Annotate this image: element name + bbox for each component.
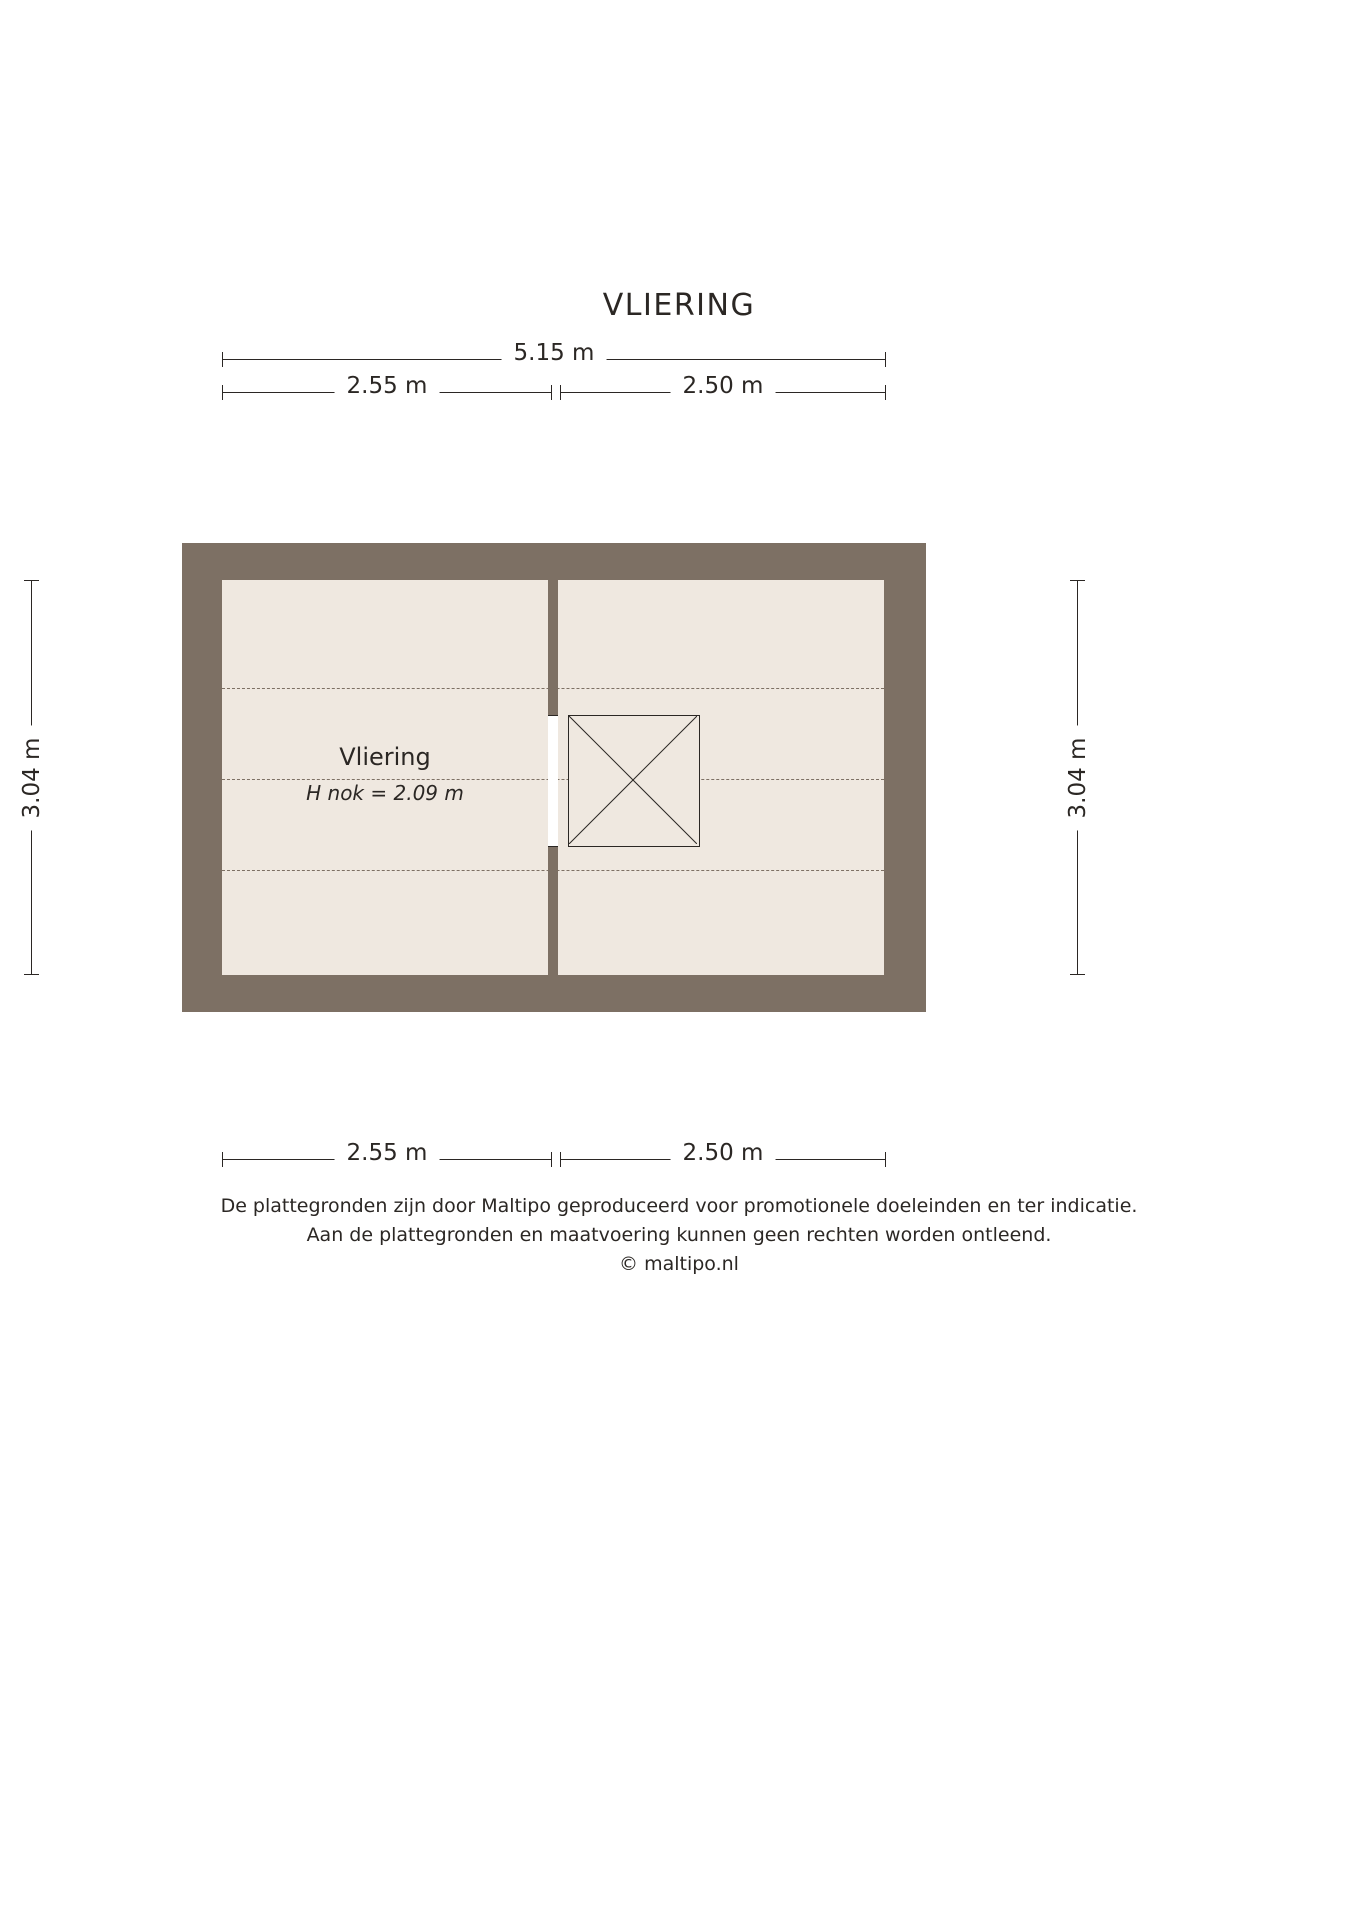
dimension-tick-top: [24, 580, 39, 581]
dimension-tick-right: [551, 1152, 552, 1167]
wall-opening: [548, 715, 558, 847]
dimension-label-top-right: 2.50 m: [671, 373, 776, 399]
dimension-label-bottom-left: 2.55 m: [335, 1140, 440, 1166]
floorplan-outline: [182, 543, 926, 1012]
roof-slope-line: [222, 870, 884, 871]
roof-hatch-symbol: [568, 715, 700, 847]
footer-copyright: © maltipo.nl: [619, 1253, 739, 1275]
dimension-label-left-height: 3.04 m: [19, 725, 45, 830]
dimension-label-top-left: 2.55 m: [335, 373, 440, 399]
room-label: Vliering: [339, 743, 431, 771]
footer-disclaimer: [0, 1192, 1358, 1279]
dimension-top-overall: [222, 340, 886, 372]
dimension-label-right-height: 3.04 m: [1065, 725, 1091, 830]
dimension-label-overall: 5.15 m: [502, 340, 607, 366]
dimension-tick-left: [222, 352, 223, 367]
dimension-tick-right: [885, 1152, 886, 1167]
dimension-bottom-left: [222, 1140, 552, 1172]
dimension-bottom-right: [560, 1140, 886, 1172]
footer-line-1: De plattegronden zijn door Maltipo geproduceerd voor promotionele doeleinden en ter indicatie.: [220, 1195, 1138, 1217]
room-height-note: H nok = 2.09 m: [306, 781, 464, 805]
dimension-tick-bottom: [1070, 974, 1085, 975]
dimension-label-bottom-right: 2.50 m: [671, 1140, 776, 1166]
page-title: VLIERING: [602, 288, 756, 323]
footer-line-2: Aan de plattegronden en maatvoering kunnen geen rechten worden ontleend.: [306, 1224, 1052, 1246]
dimension-left-height: [20, 580, 44, 975]
dimension-tick-right: [885, 385, 886, 400]
dimension-tick-left: [222, 385, 223, 400]
dimension-tick-bottom: [24, 974, 39, 975]
dimension-tick-left: [560, 1152, 561, 1167]
dimension-tick-top: [1070, 580, 1085, 581]
dimension-right-height: [1066, 580, 1090, 975]
room-area-left: [222, 580, 548, 975]
dimension-tick-right: [551, 385, 552, 400]
dimension-tick-left: [560, 385, 561, 400]
dimension-top-left: [222, 373, 552, 405]
dimension-tick-right: [885, 352, 886, 367]
dimension-top-right: [560, 373, 886, 405]
roof-slope-line: [222, 688, 884, 689]
dimension-tick-left: [222, 1152, 223, 1167]
